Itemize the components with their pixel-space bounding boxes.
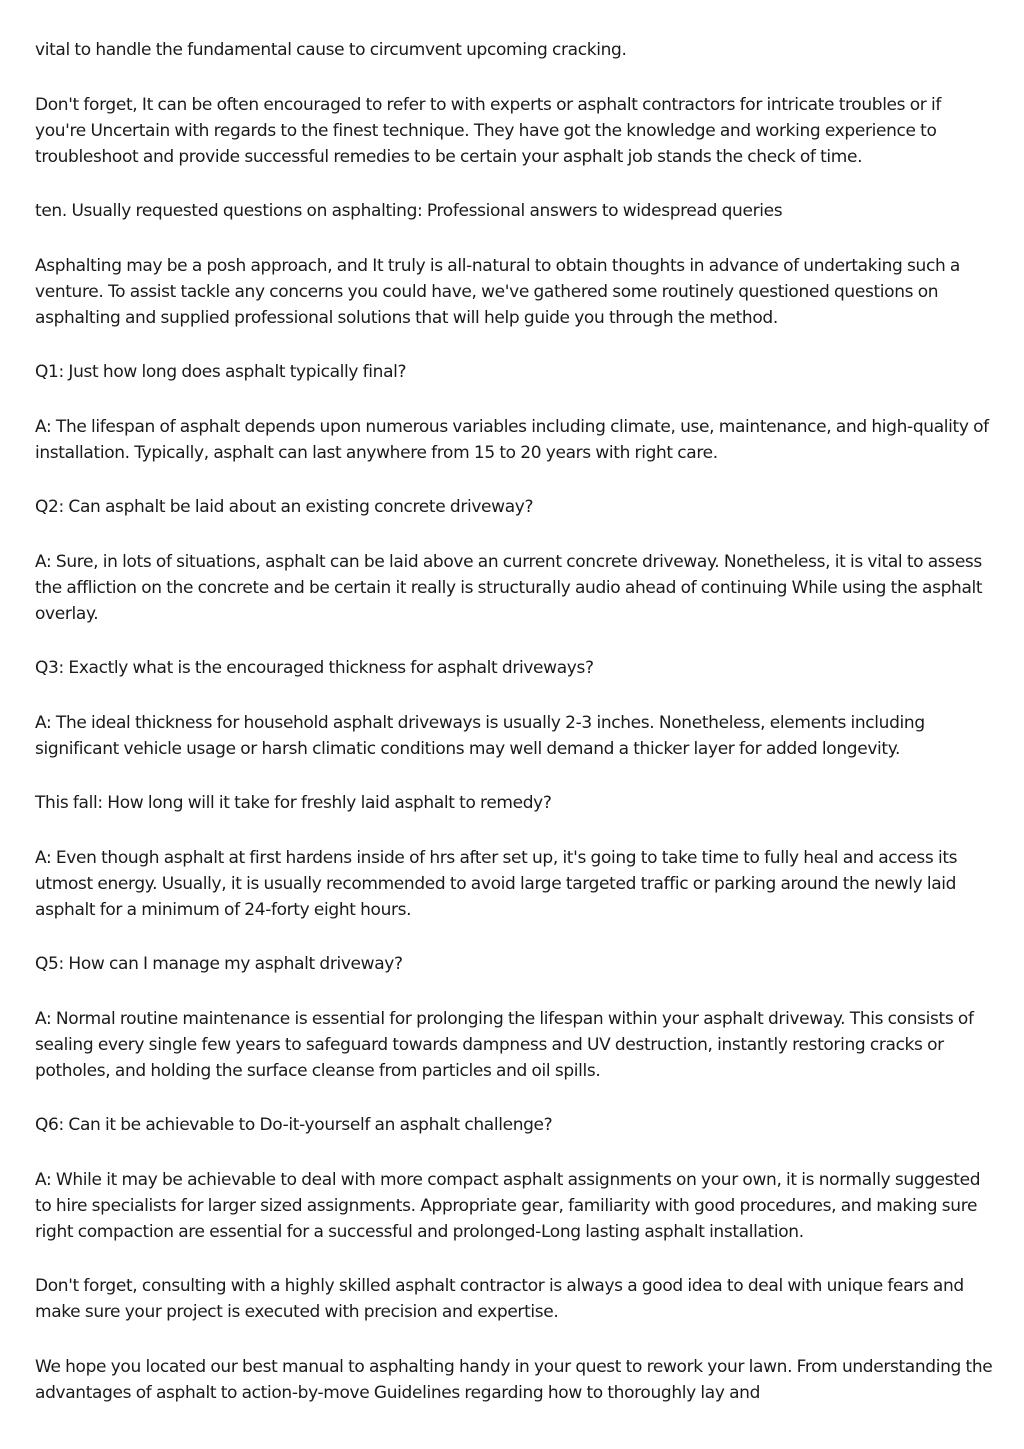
answer-q5: A: Normal routine maintenance is essential for prolonging the lifespan within your asphalt driveway. This consists of sealing every single few years to safeguard towards dampness and UV destruction, instantly restoring cracks or potholes, and holding the surface cleanse from particles and oil spills.	[35, 1008, 974, 1081]
paragraph-conclusion: We hope you located our best manual to asphalting handy in your quest to rework your lawn. From understanding the advantages of asphalt to action-by-move Guidelines regarding how to thoroughly lay and	[35, 1356, 993, 1403]
question-q4: This fall: How long will it take for freshly laid asphalt to remedy?	[35, 793, 552, 813]
answer-q4: A: Even though asphalt at first hardens inside of hrs after set up, it's going to take time to fully heal and access its utmost energy. Usually, it is usually recommended to avoid large targeted traffic or parking around the newly laid asphalt for a minimum of 24-forty eight hours.	[35, 847, 958, 920]
document-body	[35, 37, 995, 1434]
paragraph-cracking-note: vital to handle the fundamental cause to circumvent upcoming cracking.	[35, 40, 627, 60]
answer-q6: A: While it may be achievable to deal with more compact asphalt assignments on your own, it is normally suggested to hire specialists for larger sized assignments. Appropriate gear, familiarity with good procedures, and making sure right compaction are essential for a successful and prolonged-Long lasting asphalt installation.	[35, 1169, 981, 1242]
answer-q1: A: The lifespan of asphalt depends upon numerous variables including climate, use, maintenance, and high-quality of installation. Typically, asphalt can last anywhere from 15 to 20 years with right care.	[35, 416, 989, 463]
answer-q3: A: The ideal thickness for household asphalt driveways is usually 2-3 inches. Nonetheless, elements including significant vehicle usage or harsh climatic conditions may well demand a thicker layer for added longevity.	[35, 712, 925, 759]
paragraph-faq-intro: Asphalting may be a posh approach, and It truly is all-natural to obtain thoughts in advance of undertaking such a venture. To assist tackle any concerns you could have, we've gathered some routinely questioned questions on asphalting and supplied professional solutions that will help guide you through the method.	[35, 255, 960, 328]
section-heading-faq: ten. Usually requested questions on asphalting: Professional answers to widespread queries	[35, 201, 783, 221]
paragraph-consult-experts: Don't forget, It can be often encouraged to refer to with experts or asphalt contractors for intricate troubles or if you're Uncertain with regards to the finest technique. They have got the knowledge and working experience to troubleshoot and provide successful remedies to be certain your asphalt job stands the check of time.	[35, 94, 941, 167]
question-q6: Q6: Can it be achievable to Do-it-yourself an asphalt challenge?	[35, 1115, 553, 1135]
answer-q2: A: Sure, in lots of situations, asphalt can be laid above an current concrete driveway. Nonetheless, it is vital to assess the affliction on the concrete and be certain it really is structurally audio ahead of continuing While using the asphalt overlay.	[35, 551, 983, 624]
question-q3: Q3: Exactly what is the encouraged thickness for asphalt driveways?	[35, 658, 594, 678]
question-q2: Q2: Can asphalt be laid about an existing concrete driveway?	[35, 497, 534, 517]
paragraph-contractor-advice: Don't forget, consulting with a highly skilled asphalt contractor is always a good idea to deal with unique fears and make sure your project is executed with precision and expertise.	[35, 1276, 964, 1322]
question-q1: Q1: Just how long does asphalt typically final?	[35, 362, 407, 382]
question-q5: Q5: How can I manage my asphalt driveway?	[35, 954, 403, 974]
